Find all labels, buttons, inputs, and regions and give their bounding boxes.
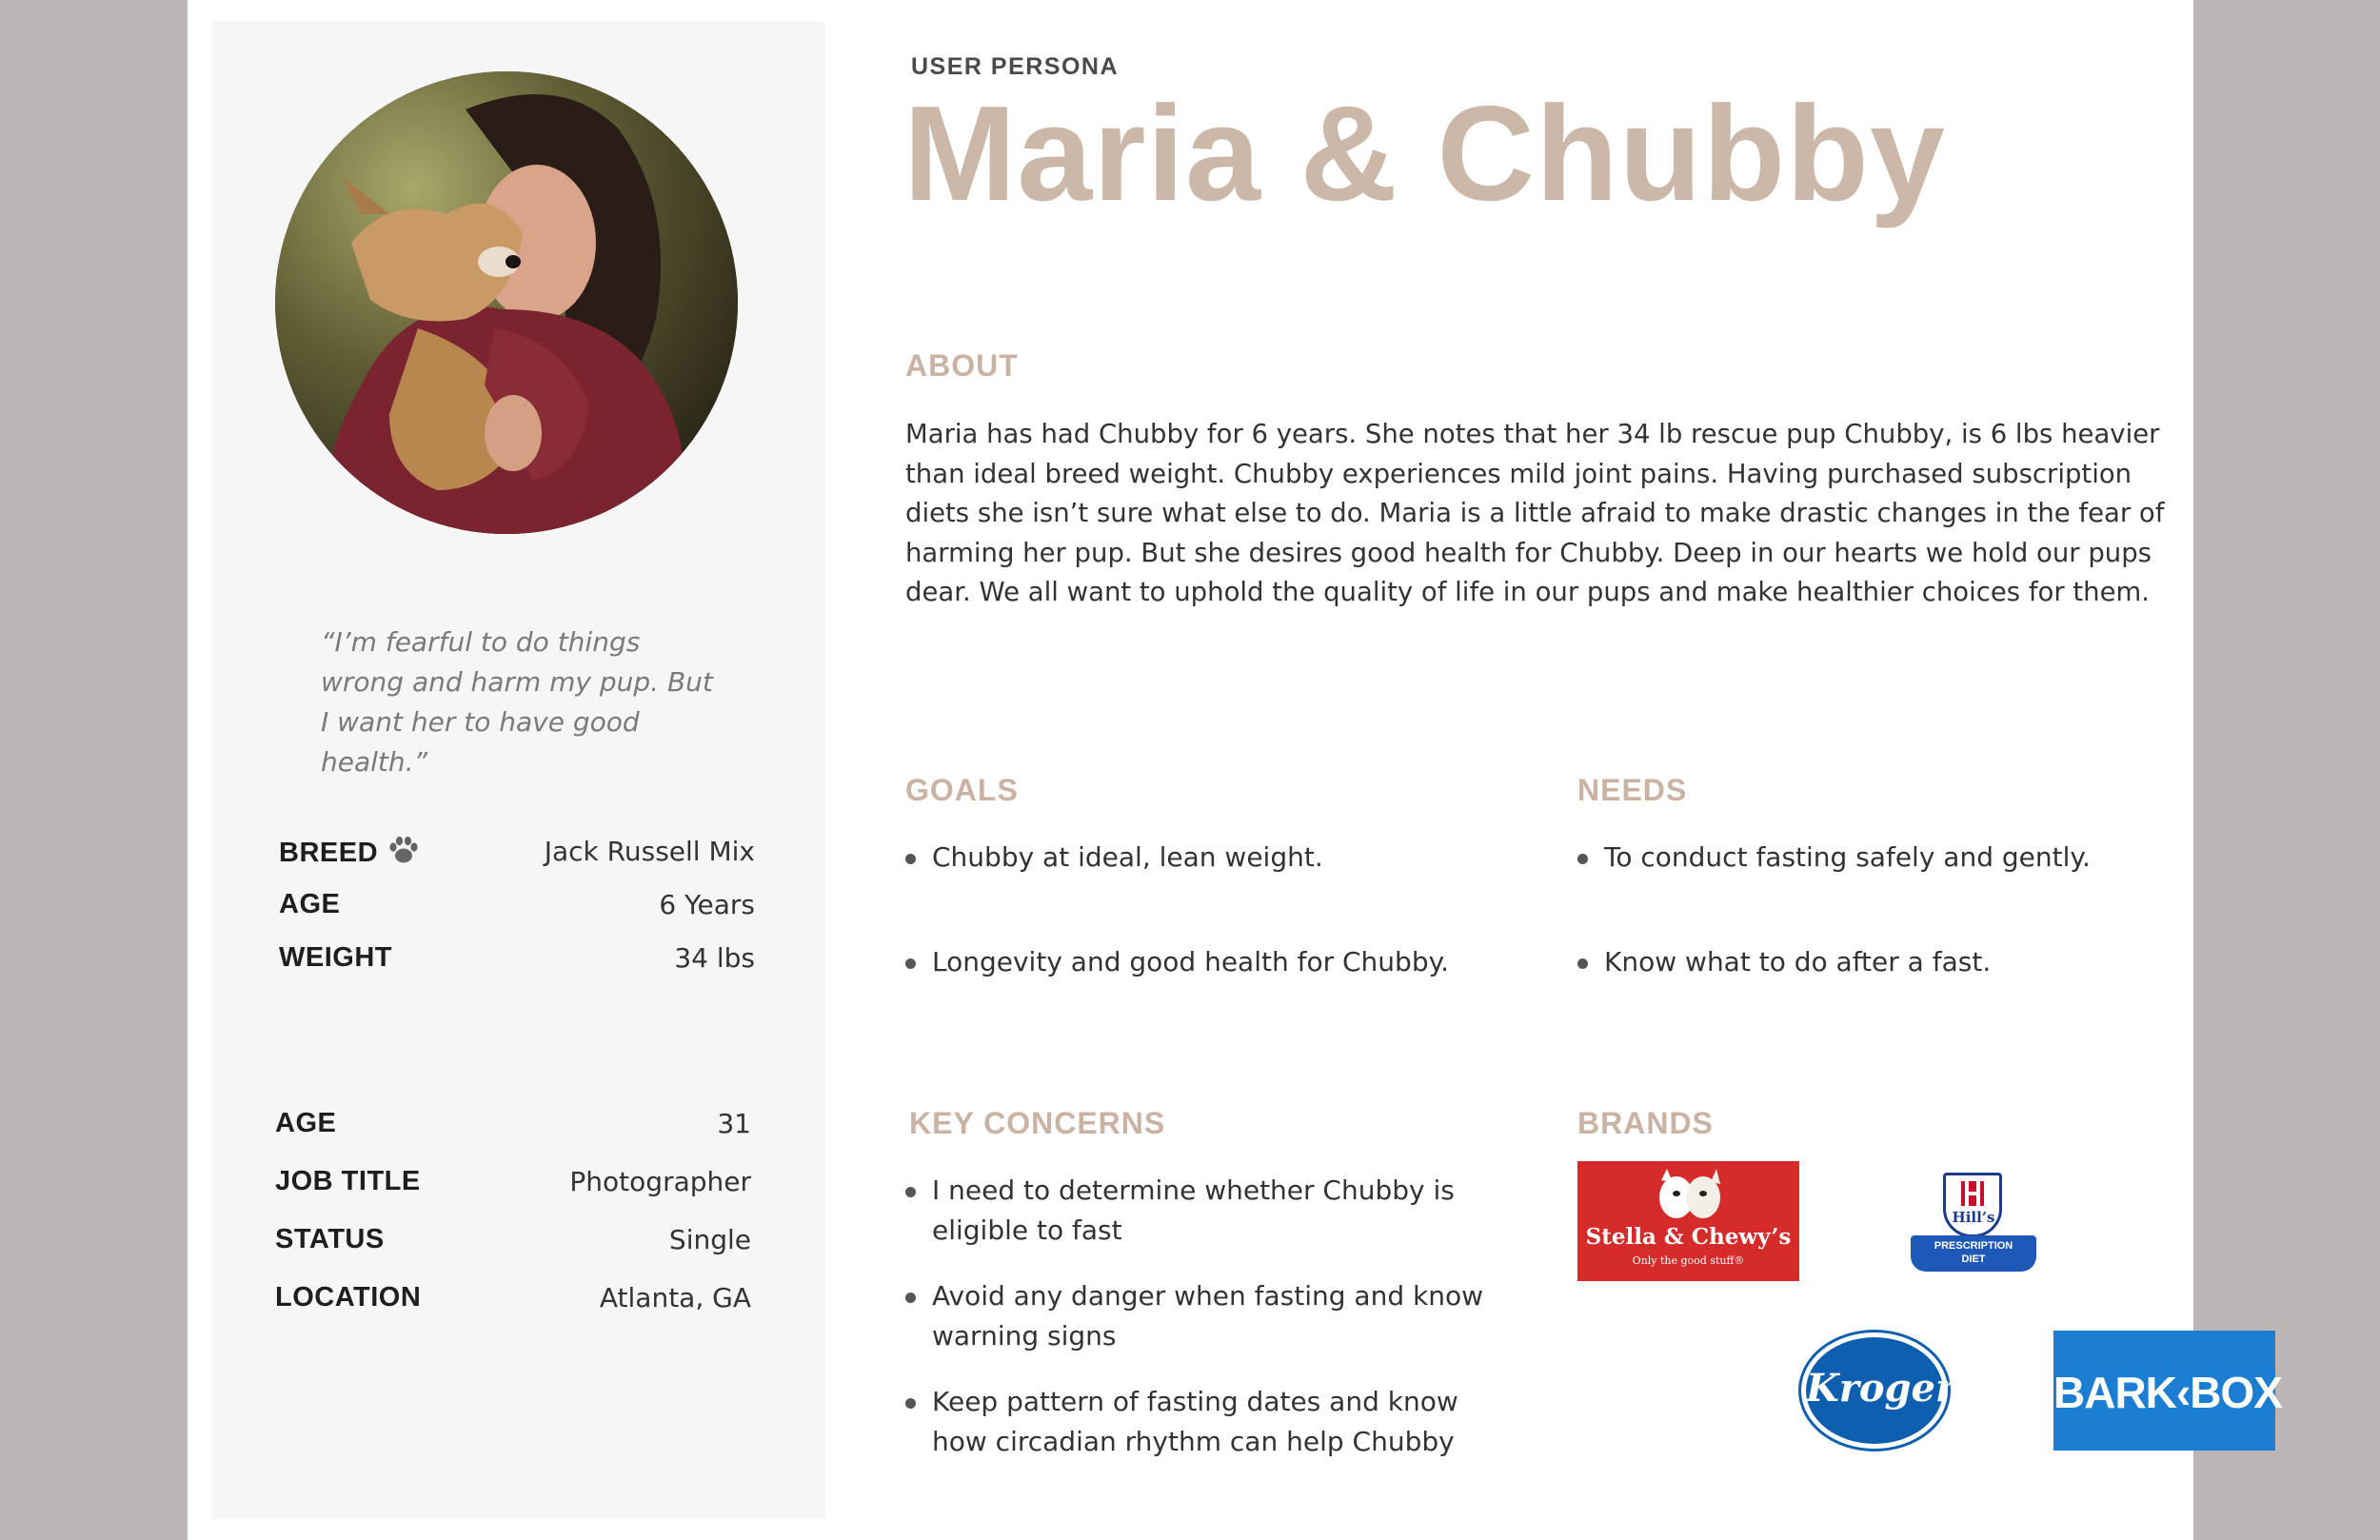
kroger-name: Kroger — [1806, 1366, 1956, 1411]
stat-label-location: LOCATION — [275, 1282, 422, 1313]
stat-value-dog-age: 6 Years — [659, 889, 755, 920]
persona-eyebrow: USER PERSONA — [911, 53, 1120, 80]
hills-line2: DIET — [1961, 1254, 1986, 1265]
goals-list — [905, 838, 1496, 982]
list-item: Chubby at ideal, lean weight. — [905, 838, 1496, 878]
stat-row-breed — [279, 836, 755, 889]
hills-prescription-diet-logo — [1911, 1173, 2036, 1273]
stat-value-job-title: Photographer — [569, 1166, 751, 1197]
breed-label-text: BREED — [279, 838, 379, 868]
brands-heading: BRANDS — [1577, 1106, 1714, 1140]
stella-dogs-icon — [1654, 1165, 1724, 1224]
about-heading: ABOUT — [905, 348, 1019, 383]
hills-line1: PRESCRIPTION — [1934, 1240, 2013, 1252]
stat-row-location — [275, 1282, 751, 1340]
persona-page — [188, 0, 2282, 1540]
kroger-logo — [1801, 1333, 1956, 1449]
stat-value-status: Single — [668, 1224, 751, 1255]
list-item: Longevity and good health for Chubby. — [905, 942, 1496, 982]
stat-row-status — [275, 1224, 751, 1282]
goals-heading: GOALS — [905, 773, 1019, 807]
stat-row-weight — [279, 942, 755, 996]
barkbox-logo — [2053, 1331, 2282, 1451]
stat-value-location: Atlanta, GA — [599, 1282, 751, 1313]
hills-name: Hill’s — [1952, 1209, 1995, 1226]
persona-quote: “I’m fearful to do things wrong and harm my pup. But I want her to have good health.” — [321, 626, 713, 778]
stat-row-job-title — [275, 1166, 751, 1224]
stella-chewys-logo — [1577, 1161, 1799, 1281]
stella-name: Stella & Chewy’s — [1585, 1224, 1792, 1250]
stat-label-status: STATUS — [275, 1224, 385, 1254]
list-item: Avoid any danger when fasting and know warning signs — [905, 1276, 1496, 1356]
profile-sidebar — [212, 21, 825, 1519]
owner-stats — [275, 1108, 751, 1340]
paw-icon — [387, 836, 420, 872]
key-concerns-heading: KEY CONCERNS — [909, 1106, 1166, 1140]
stat-label-job-title: JOB TITLE — [275, 1166, 421, 1196]
about-text: Maria has had Chubby for 6 years. She notes that her 34 lb rescue pup Chubby, is 6 lbs heavier than ideal breed weight. Chubby experiences mild joint pains. Having purchased subscription diets she isn’t sure what else to do. Maria is a little afraid to make drastic changes in the fear of harming her pup. But she desires good health for Chubby. Deep in our hearts we hold our pups dear. We all want to uphold the quality of life in our pups and make healthier choices for them. — [905, 419, 2165, 607]
needs-list — [1577, 838, 2168, 982]
hills-prescription-bar — [1911, 1235, 2036, 1272]
stat-label-dog-age: AGE — [279, 889, 341, 919]
dog-stats — [279, 836, 755, 996]
list-item: Know what to do after a fast. — [1577, 942, 2168, 982]
stat-row-dog-age — [279, 889, 755, 942]
persona-photo — [275, 71, 738, 534]
list-item: I need to determine whether Chubby is eligible to fast — [905, 1171, 1496, 1251]
stat-row-owner-age — [275, 1108, 751, 1166]
stat-label-owner-age: AGE — [275, 1108, 337, 1138]
list-item: To conduct fasting safely and gently. — [1577, 838, 2168, 878]
needs-heading: NEEDS — [1577, 773, 1688, 807]
hills-shield-icon — [1943, 1173, 2002, 1237]
stat-value-weight: 34 lbs — [674, 942, 755, 974]
key-concerns-list — [905, 1171, 1496, 1462]
stat-label-weight: WEIGHT — [279, 942, 392, 973]
stat-label-breed — [279, 836, 420, 872]
list-item: Keep pattern of fasting dates and know how circadian rhythm can help Chubby — [905, 1382, 1496, 1462]
persona-photo-illustration — [275, 71, 738, 534]
stella-tagline: Only the good stuff® — [1632, 1254, 1745, 1267]
barkbox-name: BARK‹BOX — [2053, 1368, 2282, 1417]
stat-value-owner-age: 31 — [717, 1108, 751, 1139]
page-title: Maria & Chubby — [903, 78, 1946, 229]
stat-value-breed: Jack Russell Mix — [544, 836, 755, 867]
